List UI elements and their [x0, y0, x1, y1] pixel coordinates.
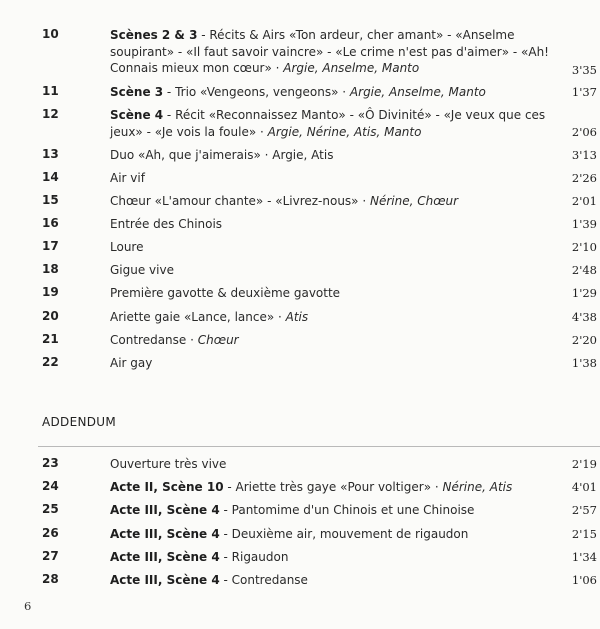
track-description — [110, 107, 575, 140]
track-duration: 2'15 — [571, 527, 597, 541]
track-number: 11 — [42, 84, 59, 98]
performers: Argie, Nérine, Atis, Manto — [267, 124, 422, 139]
track-description — [110, 526, 575, 543]
track-duration: 3'35 — [571, 63, 597, 77]
track-duration: 1'06 — [571, 573, 597, 587]
track-title: Loure — [110, 240, 144, 254]
track-description — [110, 147, 575, 164]
track-duration: 2'57 — [571, 503, 597, 517]
track-title: Gigue vive — [110, 263, 174, 277]
track-duration: 2'01 — [571, 194, 597, 208]
track-title: - Pantomime d'un Chinois et une Chinoise — [219, 503, 475, 517]
performers: Argie, Anselme, Manto — [283, 61, 420, 75]
track-number: 26 — [42, 526, 59, 540]
track-duration: 1'34 — [571, 550, 597, 564]
track-title: Chœur «L'amour chante» - «Livrez-nous» · — [110, 194, 370, 208]
track-duration: 4'01 — [571, 480, 597, 494]
track-number: 19 — [42, 285, 59, 299]
track-title: - Rigaudon — [219, 550, 289, 564]
track-description — [110, 332, 575, 349]
track-row — [0, 84, 600, 104]
track-description — [110, 309, 575, 326]
track-number: 20 — [42, 309, 59, 323]
divider — [38, 446, 600, 447]
scene-label: Acte III, Scène 4 — [110, 573, 220, 587]
track-duration: 2'10 — [571, 240, 597, 254]
track-duration: 4'38 — [571, 310, 597, 324]
track-number: 16 — [42, 216, 59, 230]
performers: Atis — [285, 310, 309, 324]
scene-label: Scènes 2 & 3 — [110, 28, 198, 42]
track-number: 13 — [42, 147, 59, 161]
addendum-heading: ADDENDUM — [42, 415, 117, 429]
track-title: - Contredanse — [219, 573, 308, 587]
track-number: 25 — [42, 502, 59, 516]
track-duration: 1'29 — [571, 286, 597, 300]
performers: Nérine, Atis — [442, 480, 513, 494]
performers: Argie, Anselme, Manto — [349, 85, 486, 99]
performers: Chœur — [197, 333, 239, 347]
track-number: 28 — [42, 572, 59, 586]
track-description — [110, 456, 575, 473]
track-title: - Ariette très gaye «Pour voltiger» · — [223, 480, 443, 494]
scene-label: Scène 4 — [110, 108, 164, 122]
track-duration: 2'06 — [571, 125, 597, 139]
track-description — [110, 262, 575, 279]
track-number: 24 — [42, 479, 59, 493]
track-title: - Récits & Airs «Ton ardeur, cher amant» - «Anselme soupirant» - «Il faut savoir vaincre» - «Le crime n'est pas d'aimer» - «Ah! Connais mieux mon cœur» · — [110, 28, 549, 75]
track-description — [110, 27, 575, 77]
track-description — [110, 84, 575, 101]
track-number: 10 — [42, 27, 59, 41]
track-number: 15 — [42, 193, 59, 207]
track-title: Ouverture très vive — [110, 457, 227, 471]
track-description — [110, 170, 575, 187]
track-number: 17 — [42, 239, 59, 253]
track-duration: 3'13 — [571, 148, 597, 162]
track-title: - Trio «Vengeons, vengeons» · — [163, 85, 350, 99]
track-title: - Récit «Reconnaissez Manto» - «Ô Divinité» - «Je veux que ces jeux» - «Je vois la foule» · — [110, 108, 546, 139]
track-number: 23 — [42, 456, 59, 470]
scene-label: Acte III, Scène 4 — [110, 503, 220, 517]
scene-label: Acte II, Scène 10 — [110, 480, 224, 494]
track-number: 22 — [42, 355, 59, 369]
track-duration: 1'37 — [571, 85, 597, 99]
track-description — [110, 355, 575, 372]
track-number: 12 — [42, 107, 59, 121]
track-duration: 2'19 — [571, 457, 597, 471]
track-title: - Deuxième air, mouvement de rigaudon — [219, 527, 469, 541]
track-duration: 1'39 — [571, 217, 597, 231]
track-duration: 2'48 — [571, 263, 597, 277]
track-title: Duo «Ah, que j'aimerais» · Argie, Atis — [110, 148, 334, 162]
track-description — [110, 239, 575, 256]
track-description — [110, 216, 575, 233]
track-title: Ariette gaie «Lance, lance» · — [110, 310, 286, 324]
track-title: Contredanse · — [110, 333, 198, 347]
track-description — [110, 502, 575, 519]
track-description — [110, 285, 575, 302]
track-duration: 1'38 — [571, 356, 597, 370]
track-description — [110, 193, 575, 210]
track-title: Entrée des Chinois — [110, 217, 223, 231]
track-duration: 2'20 — [571, 333, 597, 347]
track-description — [110, 572, 575, 589]
track-row — [0, 107, 600, 143]
track-description — [110, 479, 575, 496]
page-number: 6 — [24, 599, 32, 613]
track-number: 21 — [42, 332, 59, 346]
performers: Nérine, Chœur — [369, 194, 459, 208]
scene-label: Scène 3 — [110, 85, 164, 99]
track-row — [0, 27, 600, 79]
track-title: Air vif — [110, 171, 145, 185]
track-number: 14 — [42, 170, 59, 184]
track-title: Première gavotte & deuxième gavotte — [110, 286, 341, 300]
scene-label: Acte III, Scène 4 — [110, 527, 220, 541]
track-number: 27 — [42, 549, 59, 563]
scene-label: Acte III, Scène 4 — [110, 550, 220, 564]
track-duration: 2'26 — [571, 171, 597, 185]
track-number: 18 — [42, 262, 59, 276]
track-title: Air gay — [110, 356, 153, 370]
track-description — [110, 549, 575, 566]
